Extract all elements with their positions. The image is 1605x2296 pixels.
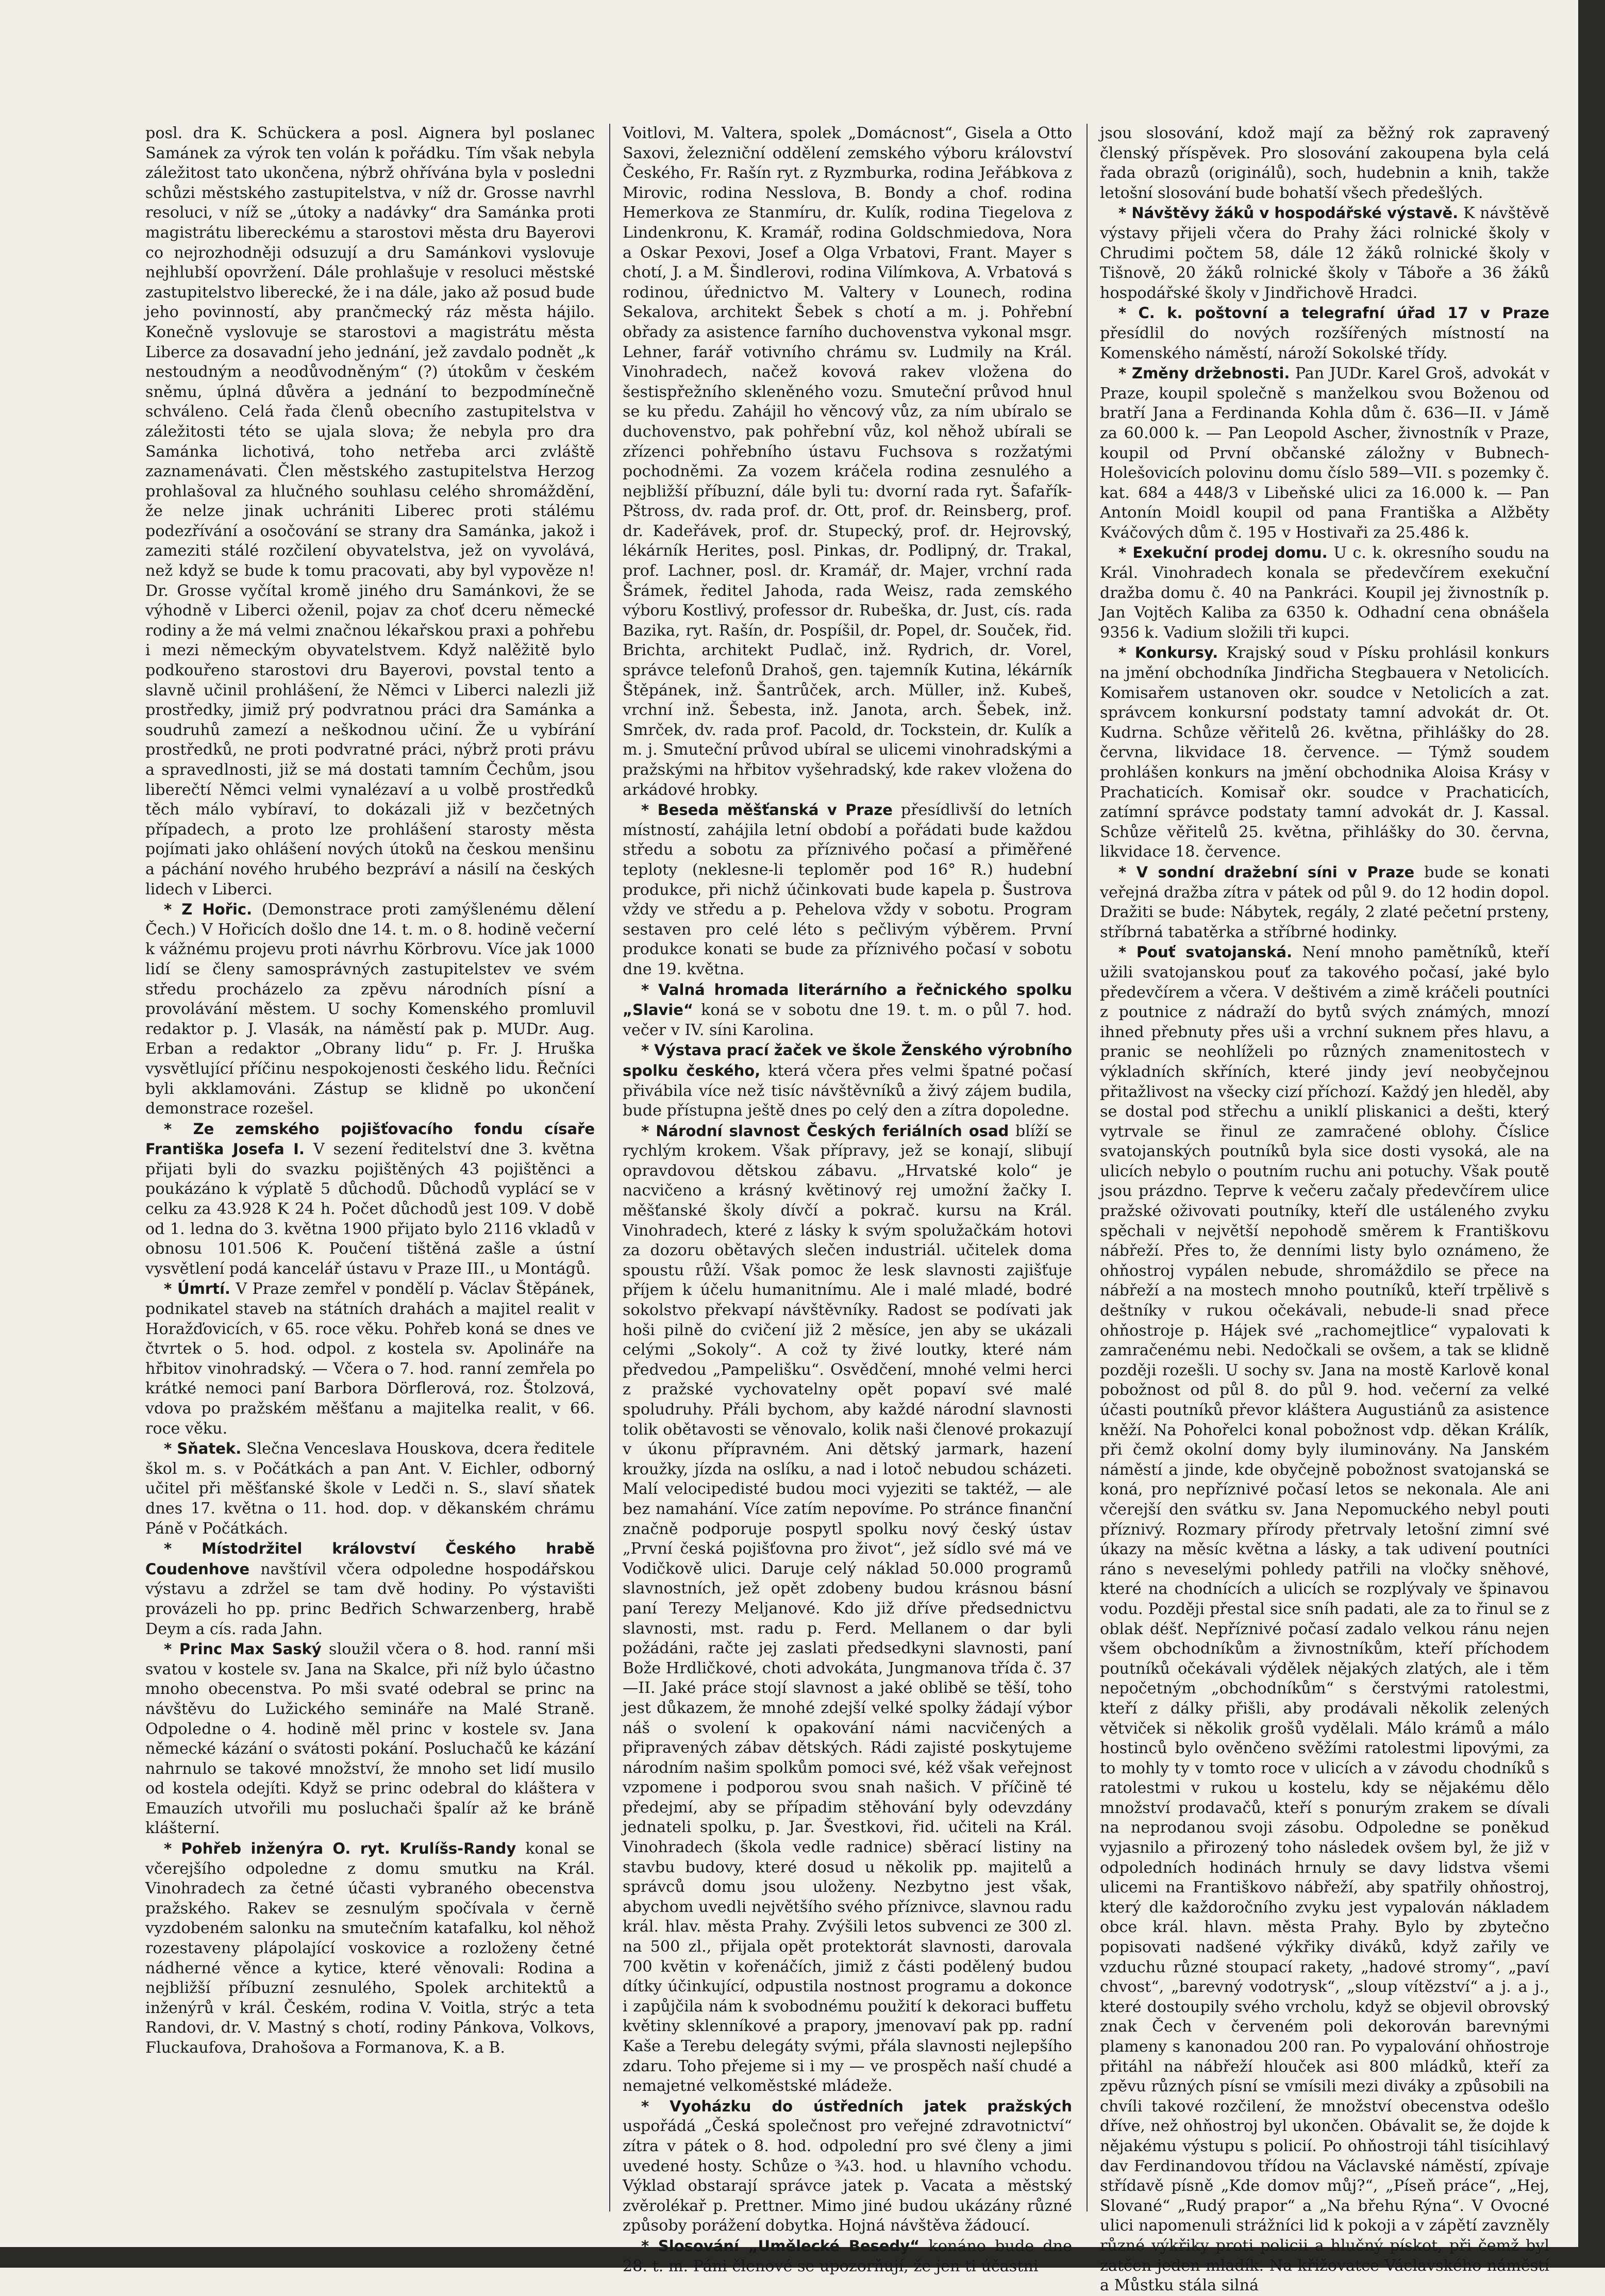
news-item [145,1439,595,1539]
news-item-text: V sezení ředitelství dne 3. května přijati byli do svazku pojištěných 43 pojištěnci a poukázáno k výplatě 5 důchodů. Důchodů vyplácí se v celku za 43.928 K 24 h. Počet důchodů jest 109. V době od 1. ledna do 3. května 1900 přijato bylo 2116 vkladů v obnosu 101.506 K. Poučení tištěná zašle a ústní vysvětlení podá kancelář ústavu v Praze III., u Montágů. [145,1140,595,1278]
news-item-heading: * Ze zemského pojišťovacího fondu císaře Františka Josefa I. [145,1120,595,1158]
news-item-text: navštívil včera odpoledne hospodářskou výstavu a zdržel se tam dvě hodiny. Po výstavišti provázeli ho pp. princ Bedřich Schwarzenberg, hrabě Deym a cís. rada Jahn. [145,1560,595,1638]
news-item-heading: * Úmrtí. [164,1280,230,1298]
newspaper-page [145,124,1552,2295]
news-item-heading: * Pouť svatojanská. [1118,943,1293,961]
news-item [145,1539,595,1639]
news-item-text: K návštěvě výstavy přijeli včera do Prahy žáci rolnické školy v Chrudimi počtem 58, dále 12 žáků rolnické školy v Tišnově, 20 žáků rolnické školy v Táboře a 36 žáků hospodářské školy v Jindřichově Hradci. [1100,204,1549,302]
news-item [145,1639,595,1839]
news-item-text: (Demonstrace proti zamýšlenému dělení Čech.) V Hořicích došlo dne 14. t. m. o 8. hodině večerní k vážnému projevu proti návrhu Körbrovu. Více jak 1000 lidí se členy samosprávných zastupitelstev ve svém středu procházelo za zpěvu národních písní a provolávání městem. U sochy Komenského promluvil redaktor p. J. Vlasák, na náměstí pak p. MUDr. Aug. Erban a redaktor „Obrany lidu“ p. Fr. J. Hruška vysvětlující příčinu nespokojenosti českého lidu. Řečníci byli akklamováni. Zástup se klidně po ukončení demonstrace rozešel. [145,901,595,1118]
news-item-heading: * Národní slavnost Českých feriálních osad [641,1122,1009,1140]
news-item-text: konáno bude dne 28. t. m. Páni členové se upozorňují, že jen ti účastni [623,2237,1072,2275]
news-item-text: Slečna Venceslava Houskova, dcera ředitele škol m. s. v Počátkách a pan Ant. V. Eichler, odborný učitel při měšťanské škole v Ledči n. S., slaví sňatek dnes 17. května o 11. hod. dop. v děkanském chrámu Páně v Počátkách. [145,1440,595,1538]
news-item-text: Krajský soud v Písku prohlásil konkurs na jmění obchodníka Jindřicha Stegbauera v Netolicích. Komisařem ustanoven okr. soudce v Netolicích a zat. správcem konkursní podstaty tamní advokát dr. Ot. Kudrna. Schůze věřitelů 26. května, přihlášky do 28. června, likvidace 18. července. — Týmž soudem prohlášen konkurs na jmění obchodnika Aloisa Krásy v Prachaticích. Komisař okr. soudce v Prachaticích, zatímní správce podstaty tamní advokát dr. J. Kassal. Schůze věřitelů 25. května, přihlášky do 30. června, likvidace 18. července. [1100,644,1550,861]
news-item-continuation [623,124,1072,800]
news-item [623,1040,1072,1121]
news-item-text: sloužil včera o 8. hod. ranní mši svatou v kostele sv. Jana na Skalce, při níž bylo účastno mnoho obecenstva. Po mši svaté odebral se princ na návštěvu do Lužického semináře na Malé Straně. Odpoledne o 4. hodině měl princ v kostele sv. Jana německé kázání o svátosti pokání. Posluchačů ke kázání nahrnulo se takové množství, že mnoho set lidí musilo od kostela odejíti. Když se princ odebral do kláštera v Emauzích utvořili mu posluchači špalír až ke bráně klášterní. [145,1640,595,1838]
news-item [1100,203,1549,303]
news-item-heading: * Návštěvy žáků v hospodářské výstavě. [1118,204,1459,222]
news-item [1100,643,1549,862]
news-item-continuation [145,124,595,900]
news-item-heading: * Beseda měšťanská v Praze [641,801,893,819]
page-edge-right [1578,0,1605,2268]
news-item-text: bude se konati veřejná dražba zítra v pátek od půl 9. do 12 hodin dopol. Dražiti se bude: Nábytek, regály, 2 zlaté pečetní prsteny, stříbrná tabatěrka a stříbrné hodinky. [1100,863,1549,941]
news-item [623,2236,1072,2276]
news-item-text: U c. k. okresního soudu na Král. Vinohradech konala se předevčírem exekuční dražba domu č. 40 na Pankráci. Koupil jej živnostník p. Jan Vojtěch Kaliba za 6350 k. Odhadní cena obnášela 9356 k. Vadium složili tři kupci. [1100,544,1549,642]
news-item-heading: * Pohřeb inženýra O. ryt. Krulíšs-Randy [164,1840,516,1858]
column-1 [145,124,595,2211]
column-rule [609,124,610,2211]
news-item-heading: * Princ Max Saský [164,1640,322,1658]
news-item [145,1839,595,2058]
news-item-heading: * Konkursy. [1118,644,1218,662]
news-item [145,1279,595,1439]
news-item-heading: * Vyoházku do ústředních jatek pražských [641,2097,1072,2115]
news-item-text: blíží se rychlým krokem. Však přípravy, jež se konají, slibují opravdovou dětskou zábavu. „Hrvatské kolo“ je nacvičeno a krásný květinový rej umožní žačky I. měšťanské školy dívčí a pokrač. kursu na Král. Vinohradech, které z lásky k svým spolužačkám hotovi za dozoru obětavých slečen industriál. učitelek doma spoustu růží. Však pomoc že lesk slavnosti zajišťuje příjem k účelu humanitnímu. Ale i malé mladé, bodré sokolstvo překvapí návštěvníky. Radost se podívati jak hoši pilně do cvičení již 2 měsíce, jen aby se ukázali celými „Sokoly“. A což ty živé loutky, které nám předvedou „Pampelišku“. Osvědčení, mnohé velmi herci z pražské vychovatelny opět popaví své malé spoludruhy. Přáli bychom, aby každé národní slavnosti tolik obětavosti se věnovalo, kolik naši členové prokazují v úkonu přípravném. Ani dětský jarmark, hazení kroužky, jízda na oslíku, a nad i lotoč nebudou scházeti. Malí velocipedisté budou moci vyjeziti se taktéž, — ale bez namahání. Více zatím nepovíme. Po stránce finanční značně podporuje pospytl spolku nový český ústav „První česká pojišťovna pro život“, jež sídlo své má ve Vodičkově ulici. Daruje celý náklad 50.000 programů slavnostních, jež opět zdobeny budou krásnou básní paní Terezy Meljanové. Kdo již dříve předsednictvu slavnosti, mst. radu p. Ferd. Mellanem o dar byli požádáni, račte jej zaslati předsedkyni slavnosti, paní Bože Hrdličkové, choti advokáta, Jungmanova třída č. 37—II. Jaké práce stojí slavnost a jaké oblibě se těší, toho jest důkazem, že mnohé zdejší velké spolky žádají výbor náš o svolení k opakování námi nacvičených a připravených zábav dětských. Rádi zajisté poskytujeme národním našim spolkům pomoci své, kéž však veřejnost vzpomene i podporou svou snah našich. V příčině té předejmí, aby se případim stěhování byly odevzdány jednateli spolku, p. Jar. Švestkovi, řid. učiteli na Král. Vinohradech (škola vedle radnice) sběrací listiny na stavbu budovy, které dosud u několik pp. majitelů a správců domu jsou uloženy. Nezbytno jest však, abychom uvedli největšího svého příznivce, slavnou radu král. hlav. města Prahy. Zvýšili letos subvenci ze 300 zl. na 500 zl., přijala opět protektorát slavnosti, darovala 700 květin v kořenáčích, jimiž z části podělený budou dítky účinkující, odpustila nostnost programu a dokonce i zapůjčila nám k svobodnému použití k dekoraci buffetu květiny sklenníkové a prapory, jmenovaví pak pp. radní Kaše a Terebu delegáty svými, přála slavnosti nejlepšího zdaru. Toho přejeme si i my — ve prospěch naší chudé a nemajetné velkoměstské mládeže. [623,1122,1072,2095]
news-item-text: přesídlil do nových rozšířených místností na Komenského náměstí, nároží Sokolské třídy. [1100,324,1549,362]
news-item-text: posl. dra K. Schückera a posl. Aignera byl poslanec Samánek za výrok ten volán k pořádku. Tím však nebyla záležitost tato ukončena, nýbrž ohřívána byla v posledni schůzi městského zastupitelstva, v níž dr. Grosse navrhl resoluci, v níž se „útoky a nadávky“ dra Samánka proti magistrátu libereckému a starostovi města dru Bayerovi co nejrozhodněji odsuzují a dru Samánkovi vyslovuje nejhlubší opovržení. Dále prohlašuje v resoluci městské zastupitelstvo liberecké, že i na dále, jako až posud bude jeho povinností, aby prančmecký ráz města hájilo. Konečně vyslovuje se starostovi a magistrátu města Liberce za dosavadní jeho jednání, jež zavdalo podnět „k nestoudným a neodůvodněným“ (?) útokům v českém sněmu, úplná důvěra a jednání to bezpodmínečně schváleno. Celá řada členů obecního zastupitelstva v záležitosti této se ujala slova; že nebyla pro dra Samánka lichotivá, toho netřeba arci zvláště zaznamenávati. Člen městského zastupitelstva Herzog prohlašoval za hlučného souhlasu celého shromáždění, že nelze jinak uchrániti Liberec proti stálému podezřívání a osočování se strany dra Samánka, jakož i zameziti stálé rozčilení obyvatelstva, jež on vyvolává, než když se bude k tomu pracovati, aby byl vypověze n! Dr. Grosse vyčítal kromě jiného dru Samánkovi, že se výhodně v Liberci oženil, pojav za choť dceru německé rodiny a že má velmi značnou lékařskou praxi a pohřebu i mezi německým obyvatelstvem. Když nalěžitě bylo podkouřeno starostovi dru Bayerovi, povstal tento a slavně učinil prohlášení, že Němci v Liberci nalezli již prostředky, jimiž prý podvratnou práci dra Samánka a soudruhů zamezí a neškodnou učiní. Že u vybírání prostředků, ne proti podvratné práci, nýbrž proti právu a spravedlnosti, již se má dostati tamním Čechům, jsou liberečtí Němci velmi vynalézaví a u volbě prostředků těch málo vybíraví, to dokázali již v bezčetných případech, a proto lze prohlášení starosty města pojímati jako ohlášení nových útoků na českou menšinu a páchání nového hrubého bezpráví a násilí na českých lidech v Liberci. [145,124,595,899]
column-2 [623,124,1073,2275]
news-item [145,1119,595,1279]
news-item-text: konal se včerejšího odpoledne z domu smutku na Král. Vinohradech za četné účasti vybraného obecenstva pražského. Rakev se zesnulým spočívala v černě vyzdobeném salonku na smutečním katafalku, kol něhož rozestaveny plápolající voskovice a rozloženy četné nádherné věnce a kytice, které věnovali: Rodina a nejbližší příbuzní zesnulého, Spolek architektů a inženýrů v král. Českém, rodina V. Voitla, strýc a teta Randovi, dr. V. Mastný s chotí, rodiny Pánkova, Volkovs, Fluckaufova, Drahošova a Formanova, K. a B. [145,1840,595,2057]
news-item-text: V Praze zemřel v pondělí p. Václav Štěpánek, podnikatel staveb na státních drahách a majitel realit v Horažďovicích, v 65. roce věku. Pohřeb koná se dnes ve čtvrtek o 5. hod. odpol. z kostela sv. Apolináře na hřbitov vinohradský. — Včera o 7. hod. ranní zemřela po krátké nemoci paní Barbora Dörflerová, roz. Štolzová, vdova po pražském měšťanu a majitelka realit, v 66. roce věku. [145,1280,595,1438]
news-item-heading: * Slosování „Umělecké Besedy“ [641,2237,920,2255]
column-3 [1100,124,1550,2295]
news-item [623,800,1072,979]
news-item [623,2097,1072,2236]
news-item [623,980,1072,1041]
news-item-heading: * Exekuční prodej domu. [1118,544,1328,562]
news-item-heading: * C. k. poštovní a telegrafní úřad 17 v Praze [1118,304,1549,322]
news-item [1100,862,1549,942]
news-item [145,900,595,1119]
news-item-heading: * Sňatek. [164,1440,242,1458]
news-item-heading: * Změny držebnosti. [1118,364,1290,382]
news-item [1100,303,1549,363]
news-item-continuation [1100,124,1549,203]
news-item-text: koná se v sobotu dne 19. t. m. o půl 7. hod. večer v IV. síni Karolina. [623,1001,1072,1039]
news-item [1100,942,1549,2295]
news-item-text: Pan JUDr. Karel Groš, advokát v Praze, koupil společně s manželkou svou Boženou od bratří Jana a Ferdinanda Kohla dům č. 636—II. v Jámě za 60.000 k. — Pan Leopold Ascher, živnostník v Praze, koupil od První občanské záložny v Bubnech-Holešovicích polovinu domu číslo 589—VII. s pozemky č. kat. 684 a 448/3 v Libeňské ulici za 16.000 k. — Pan Antonín Moidl koupil od pana Františka a Alžběty Kváčových dům č. 195 v Hostivaři za 25.486 k. [1100,364,1549,542]
news-item [623,1121,1072,2097]
news-item-text: uspořádá „Česká společnost pro veřejné zdravotnictví“ zítra v pátek o 8. hod. odpolední pro své členy a jimi uvedené hosty. Schůze o ¾3. hod. u hlavního vchodu. Výklad obstarají správce jatek p. Vacata a městský zvěrolékař p. Prettner. Mimo jiné budou ukázány různé způsoby porážení dobytka. Hojná návštěva žádoucí. [623,2117,1072,2235]
news-item-heading: * Výstava prací žaček ve škole Ženského výrobního spolku českého, [623,1041,1072,1079]
news-item [1100,543,1549,643]
news-item-text: Není mnoho pamětníků, kteří užili svatojanskou pouť za takového počasí, jaké bylo předevčírem a včera. V deštivém a zimě kráčeli poutníci z poutnice z nádraží do bytů svých známých, mnozí ihned přebnuty přes uši a vrchní suknem přes hlavu, a pranic se neohlíželi po různých znamenitostech v výkladních skříních, které jindy jeví neobyčejnou přitažlivost na všecky cizí příchozí. Každý jen hleděl, aby se dostal pod střechu a uniklí pliskanici a dešti, který vytrvale se řinul ze zamračené oblohy. Číslice svatojanských poutníků byla sice dosti vysoká, ale na ulicích nebylo o poutním ruchu ani potuchy. Však poutě jsou prázdno. Teprve k večeru začaly předevčírem ulice pražské oživovati poutníky, kteří dle ustáleného zvyku spěchali v největší nepohodě směrem k Františkovu nábřeží. Přes to, že denními listy bylo oznámeno, že ohňostroj vypálen nebude, shromáždilo se přece na nábřeží a na mostech mnoho poutníků, kteří trpělivě s deštníky v rukou očekávali, nebude-li snad přece ohňostroje p. Hájek své „rachomejtlice“ vypalovati k zamračenému nebi. Nedočkali se ovšem, a tak se klidně později rozešli. U sochy sv. Jana na mostě Karlově konal pobožnost od půl 8. do půl 9. hod. večerní za velké účasti poutníků převor kláštera Augustiánů za asistence kněží. Na Pohořelci konal pobožnost vdp. děkan Králík, při čemž okolní domy byly iluminovány. Na Janském náměstí a jinde, kde obyčejně pobožnost svatojanská se koná, pro nepříznivé počasí letos se nekonala. Ale ani včerejší den svátku sv. Jana Nepomuckého nebyl pouti příznivý. Rozmary přírody přetrvaly letošní zimní své úkazy na měsíc května a lásky, a tak udivení poutníci ráno s neveselými pohledy patřili na vločky sněhové, které na chodnících a ulicích se rozplývaly ve špinavou vodu. Později přestal sice sníh padati, ale za to řinul se z oblak déšť. Nepříznivé počasí zadalo velkou ránu nejen všem obchodníkům a živnostníkům, kteří příchodem poutníků očekávali výdělek nějakých zlatých, ale i těm nepočetným „obchodníkům“ s čerstvými ratolestmi, kteří z dálky přišli, aby prodávali několik zelených větviček si několik grošů vydělali. Málo krámů a málo hostinců bylo ověnčeno svěžími ratolestmi lipovými, za to mohly ty v tomto roce v ulicích a v závodu chodníků s ratolestmi v rukou u kostelu, kdy se nějakému dělo množství prodavačů, kteří s ponurým zrakem se dívali na neprodanou svoji zásobu. Odpoledne se poněkud vyjasnilo a přirozený toho následek ovšem byl, že již v odpoledních hodinách hrnuly se davy lidstva všemi ulicemi na Františkovo nábřeží, aby spatřily ohňostroj, který dle každoročního zvyku jest vypalován nákladem obce král. hlavn. města Prahy. Bylo by zbytečno popisovati nadšené výkřiky diváků, když zařily ve vzduchu různé stoupací rakety, „hadové stromy“, „paví chvost“, „barevný vodotrysk“, „sloup vítězství“ a j. a j., které dostoupily svého vrcholu, když se objevil obrovský znak Čech v červeném poli dekorován barevnými plameny s kanonadou 200 ran. Po vypalování ohňostroje přitáhl na nábřeží hlouček asi 800 mládků, kteří za zpěvu různých písní se vmísili mezi diváky a způsobili na chvíli takové rozčilení, že množství obecenstva odešlo dříve, než ohňostroj byl ukončen. Obávalit se, že dojde k nějakému výstupu s policií. Po ohňostroji táhl tisícihlavý dav Ferdinandovou třídou na Václavské náměstí, zpívaje střídavě písně „Kde domov můj?“, „Píseň práce“, „Hej, Slované“ „Rudý prapor“ a „Na břehu Rýna“. V Ovocné ulici napomenuli strážníci lid k pokoji a v zápětí zavzněly různé výkřiky proti policii a hlučný pískot, při čemž byl zatčen jeden mladík. Na křižovatce Václavského náměstí a Můstku stála silná [1100,943,1550,2295]
news-item [1100,363,1549,543]
news-item-heading: * V sondní dražební síni v Praze [1118,863,1415,881]
news-item-text: přesídlivší do letních místností, zahájila letní období a pořádati bude každou středu a sobotu za příznivého počasí a přiměřené teploty (neklesne-li teploměr pod 16° R.) hudební produkce, při nichž účinkovati bude kapela p. Šustrova vždy ve středu a p. Pehelova vždy v sobotu. Program sestaven pro celé léto s pečlivým výběrem. První produkce konati se bude za příznivého počasí v sobotu dne 19. května. [623,801,1072,978]
news-item-heading: * Místodržitel království Českého hrabě Coudenhove [145,1540,595,1578]
news-item-heading: * Z Hořic. [164,901,253,919]
news-item-text: Voitlovi, M. Valtera, spolek „Domácnost“, Gisela a Otto Saxovi, železniční oddělení zemského výboru království Českého, Fr. Rašín ryt. z Ryzmburka, rodina Jeřábkova z Mirovic, rodina Nesslova, B. Bondy a chof. rodina Hemerkova ze Stanmíru, dr. Kulík, rodina Tiegelova z Lindenkronu, K. Kramář, rodina Goldschmiedova, Nora a Oskar Pexovi, Josef a Olga Vrbatovi, Frant. Mayer s chotí, J. a M. Šindlerovi, rodina Vilímkova, A. Vrbatová s rodinou, úřednictvo M. Valtery v Lounech, rodina Sekalova, architekt Šebek s chotí a m. j. Pohřební obřady za asistence farního duchovenstva vykonal msgr. Lehner, farář votivního chrámu sv. Ludmily na Král. Vinohradech, načež kovová rakev vložena do šestispřežního skleněného vozu. Smuteční průvod hnul se ku předu. Zahájil ho věncový vůz, za ním ubíralo se duchovenstvo, pak pohřební vůz, kol něhož ubírali se zřízenci pohřebního ústavu Fuchsova s rozžatými pochodněmi. Za vozem kráčela rodina zesnulého a nejbližší příbuzní, dále byli tu: dvorní rada ryt. Šafařík-Pštross, dv. rada prof. dr. Ott, prof. dr. Reinsberg, prof. dr. Kadeřávek, prof. dr. Stupecký, prof. dr. Hejrovský, lékárník Herites, posl. Pinkas, dr. Podlipný, dr. Trakal, prof. Lachner, posl. dr. Kramář, dr. Majer, vrchní rada Šrámek, ředitel Jahoda, rada Weisz, rada zemského výboru Kostlivý, professor dr. Rubeška, dr. Just, cís. rada Bazika, ryt. Rašín, dr. Pospíšil, dr. Popel, dr. Souček, řid. Brichta, architekt Pudlač, inž. Rydrich, dr. Vorel, správce telefonů Drahoš, gen. tajemník Kutina, lékárník Štěpánek, inž. Šantrůček, arch. Müller, inž. Kubeš, vrchní inž. Šebesta, inž. Janota, arch. Šebek, inž. Smrček, dv. rada prof. Pacold, dr. Tockstein, dr. Kulík a m. j. Smuteční průvod ubíral se ulicemi vinohradskými a pražskými na hřbitov vyšehradský, kde rakev vložena do arkádové hrobky. [623,124,1072,799]
column-rule [1086,124,1088,2211]
news-item-text: která včera přes velmi špatné počasí přivábila více než tisíc návštěvníků a živý zájem budila, bude přístupna ještě dnes po celý den a zítra dopoledne. [623,1061,1073,1120]
news-item-heading: * Valná hromada literárního a řečnického spolku „Slavie“ [623,980,1072,1019]
news-item-text: jsou slosování, kdož mají za běžný rok zapravený členský příspěvek. Pro slosování zakoupena byla celá řada obrazů (originálů), soch, hudebnin a knih, takže letošní slosování bude bohatší všech předešlých. [1100,124,1549,202]
